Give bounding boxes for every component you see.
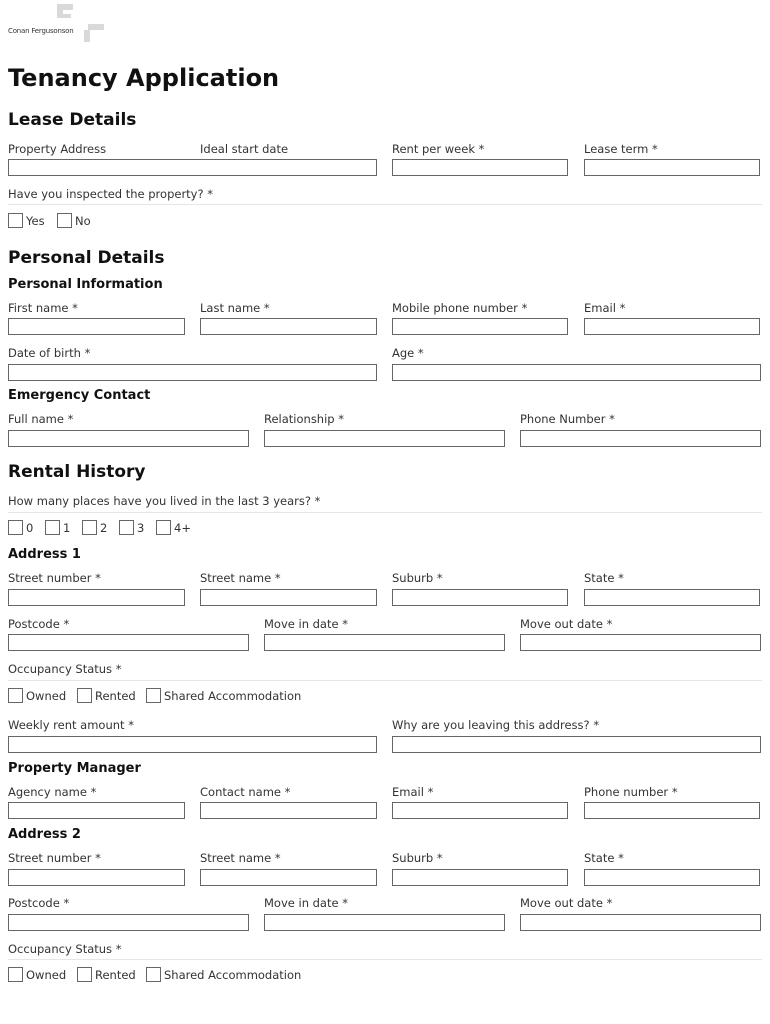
age-label: Age * bbox=[392, 346, 424, 360]
a2-owned-option[interactable]: Owned bbox=[8, 967, 66, 982]
places-checkbox[interactable] bbox=[45, 520, 60, 535]
yes-checkbox[interactable] bbox=[8, 213, 23, 228]
emergency-phone-input[interactable] bbox=[520, 430, 761, 447]
a1-why-leaving-label: Why are you leaving this address? * bbox=[392, 718, 600, 732]
a1-move-in-label: Move in date * bbox=[264, 617, 348, 631]
no-checkbox[interactable] bbox=[57, 213, 72, 228]
a1-street-number-label: Street number * bbox=[8, 571, 101, 585]
rent-per-week-label: Rent per week * bbox=[392, 142, 485, 156]
manager-email-input[interactable] bbox=[392, 802, 568, 819]
a2-suburb-label: Suburb * bbox=[392, 851, 443, 865]
inspected-no-option[interactable]: No bbox=[57, 213, 91, 228]
places-checkbox[interactable] bbox=[82, 520, 97, 535]
mobile-input[interactable] bbox=[392, 318, 568, 335]
places-option-3[interactable]: 3 bbox=[119, 520, 144, 535]
a2-state-input[interactable] bbox=[584, 869, 760, 886]
places-option-2[interactable]: 2 bbox=[82, 520, 107, 535]
rented-checkbox[interactable] bbox=[77, 967, 92, 982]
a1-occupancy-label: Occupancy Status * bbox=[8, 662, 122, 676]
shared-checkbox[interactable] bbox=[146, 967, 161, 982]
dob-input[interactable] bbox=[8, 364, 377, 381]
contact-name-input[interactable] bbox=[200, 802, 377, 819]
a2-street-name-input[interactable] bbox=[200, 869, 377, 886]
places-question: How many places have you lived in the last 3 years? * bbox=[8, 494, 321, 508]
a1-shared-option[interactable]: Shared Accommodation bbox=[146, 688, 301, 703]
a2-state-label: State * bbox=[584, 851, 624, 865]
a1-postcode-label: Postcode * bbox=[8, 617, 70, 631]
personal-details-heading: Personal Details bbox=[8, 248, 165, 268]
places-checkbox[interactable] bbox=[156, 520, 171, 535]
property-address-input[interactable] bbox=[8, 159, 377, 176]
places-checkbox[interactable] bbox=[119, 520, 134, 535]
a2-shared-option[interactable]: Shared Accommodation bbox=[146, 967, 301, 982]
manager-email-label: Email * bbox=[392, 785, 434, 799]
a1-state-label: State * bbox=[584, 571, 624, 585]
contact-name-label: Contact name * bbox=[200, 785, 291, 799]
full-name-input[interactable] bbox=[8, 430, 249, 447]
places-option-1[interactable]: 1 bbox=[45, 520, 70, 535]
rental-history-heading: Rental History bbox=[8, 462, 146, 482]
a2-move-out-input[interactable] bbox=[520, 914, 761, 931]
owned-checkbox[interactable] bbox=[8, 688, 23, 703]
a1-suburb-input[interactable] bbox=[392, 589, 568, 606]
emergency-phone-label: Phone Number * bbox=[520, 412, 615, 426]
first-name-label: First name * bbox=[8, 301, 78, 315]
a1-move-in-input[interactable] bbox=[264, 634, 505, 651]
a1-why-leaving-input[interactable] bbox=[392, 736, 761, 753]
dob-label: Date of birth * bbox=[8, 346, 91, 360]
agency-name-label: Agency name * bbox=[8, 785, 97, 799]
shared-checkbox[interactable] bbox=[146, 688, 161, 703]
places-checkbox[interactable] bbox=[8, 520, 23, 535]
a2-street-number-input[interactable] bbox=[8, 869, 185, 886]
a1-weekly-rent-label: Weekly rent amount * bbox=[8, 718, 134, 732]
lease-term-input[interactable] bbox=[584, 159, 760, 176]
places-option-4plus[interactable]: 4+ bbox=[156, 520, 191, 535]
email-label: Email * bbox=[584, 301, 626, 315]
mobile-label: Mobile phone number * bbox=[392, 301, 528, 315]
a1-suburb-label: Suburb * bbox=[392, 571, 443, 585]
relationship-label: Relationship * bbox=[264, 412, 345, 426]
a1-street-number-input[interactable] bbox=[8, 589, 185, 606]
a1-move-out-label: Move out date * bbox=[520, 617, 613, 631]
inspected-question: Have you inspected the property? * bbox=[8, 187, 213, 201]
inspected-yes-option[interactable]: Yes bbox=[8, 213, 45, 228]
divider bbox=[8, 680, 762, 681]
full-name-label: Full name * bbox=[8, 412, 74, 426]
rented-checkbox[interactable] bbox=[77, 688, 92, 703]
manager-phone-input[interactable] bbox=[584, 802, 760, 819]
a2-move-in-input[interactable] bbox=[264, 914, 505, 931]
a1-rented-option[interactable]: Rented bbox=[77, 688, 136, 703]
manager-phone-label: Phone number * bbox=[584, 785, 678, 799]
lease-details-heading: Lease Details bbox=[8, 110, 137, 130]
property-address-label: Property Address bbox=[8, 142, 107, 156]
divider bbox=[8, 512, 762, 513]
a2-move-in-label: Move in date * bbox=[264, 896, 348, 910]
a2-suburb-input[interactable] bbox=[392, 869, 568, 886]
page-title: Tenancy Application bbox=[8, 64, 280, 92]
age-input[interactable] bbox=[392, 364, 761, 381]
address-1-heading: Address 1 bbox=[8, 547, 81, 562]
a1-weekly-rent-input[interactable] bbox=[8, 736, 377, 753]
a1-state-input[interactable] bbox=[584, 589, 760, 606]
a1-street-name-input[interactable] bbox=[200, 589, 377, 606]
rent-per-week-input[interactable] bbox=[392, 159, 568, 176]
first-name-input[interactable] bbox=[8, 318, 185, 335]
a2-street-number-label: Street number * bbox=[8, 851, 101, 865]
a2-move-out-label: Move out date * bbox=[520, 896, 613, 910]
relationship-input[interactable] bbox=[264, 430, 505, 447]
a1-move-out-input[interactable] bbox=[520, 634, 761, 651]
agency-name-input[interactable] bbox=[8, 802, 185, 819]
a2-occupancy-label: Occupancy Status * bbox=[8, 942, 122, 956]
a2-street-name-label: Street name * bbox=[200, 851, 281, 865]
emergency-contact-heading: Emergency Contact bbox=[8, 388, 151, 403]
divider bbox=[8, 959, 762, 960]
email-input[interactable] bbox=[584, 318, 760, 335]
places-option-0[interactable]: 0 bbox=[8, 520, 33, 535]
a1-street-name-label: Street name * bbox=[200, 571, 281, 585]
a2-postcode-input[interactable] bbox=[8, 914, 249, 931]
divider bbox=[8, 204, 762, 205]
owned-checkbox[interactable] bbox=[8, 967, 23, 982]
a2-postcode-label: Postcode * bbox=[8, 896, 70, 910]
start-date-label: Ideal start date bbox=[200, 142, 289, 156]
last-name-input[interactable] bbox=[200, 318, 377, 335]
lease-term-label: Lease term * bbox=[584, 142, 658, 156]
property-manager-heading: Property Manager bbox=[8, 761, 141, 776]
a1-postcode-input[interactable] bbox=[8, 634, 249, 651]
brand-name: Conan Fergusonson bbox=[8, 27, 74, 35]
a2-rented-option[interactable]: Rented bbox=[77, 967, 136, 982]
a1-owned-option[interactable]: Owned bbox=[8, 688, 66, 703]
last-name-label: Last name * bbox=[200, 301, 270, 315]
address-2-heading: Address 2 bbox=[8, 827, 81, 842]
personal-info-heading: Personal Information bbox=[8, 277, 163, 292]
